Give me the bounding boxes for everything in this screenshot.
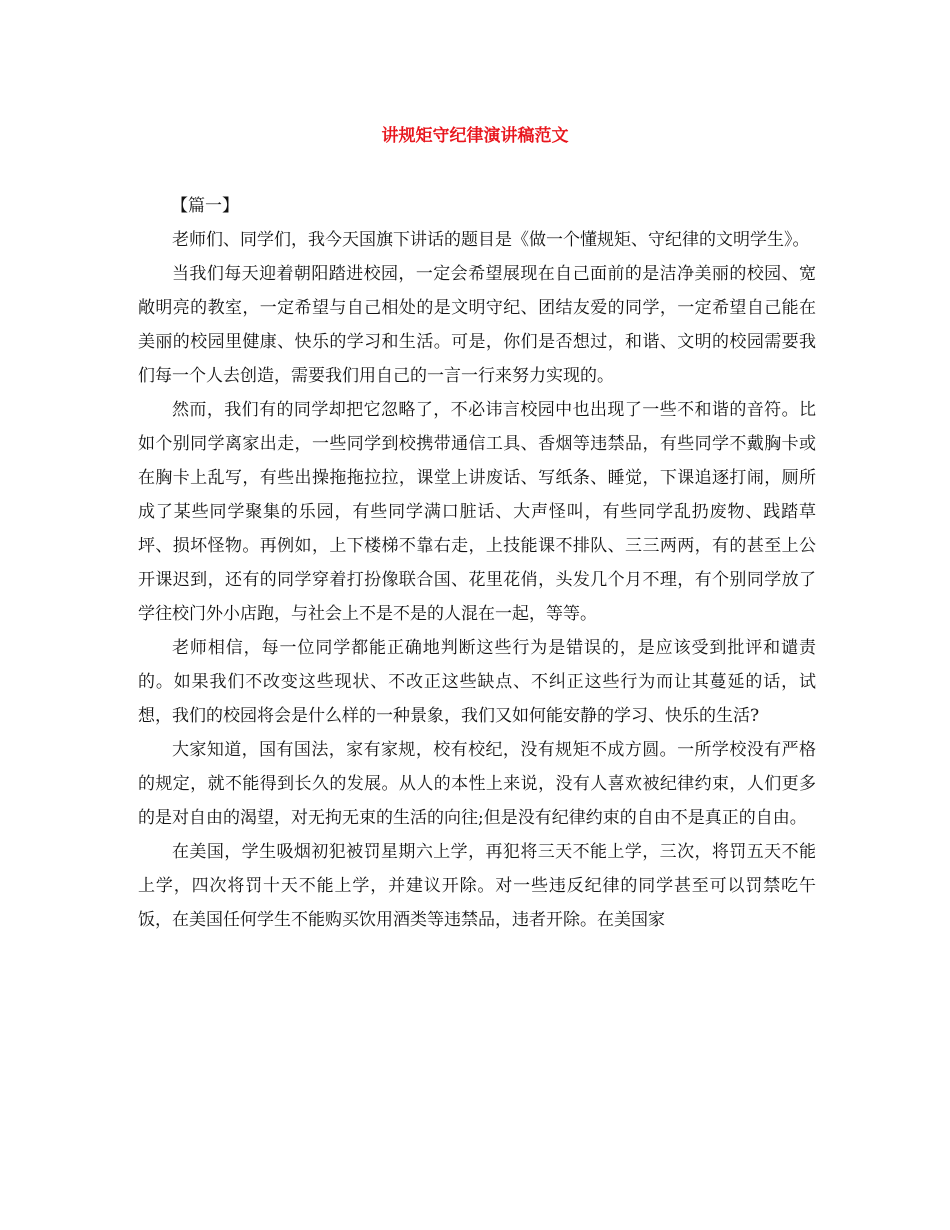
paragraph-4: 老师相信，每一位同学都能正确地判断这些行为是错误的，是应该受到批评和谴责的。如果我们不改变这些现状、不改正这些缺点、不纠正这些行为而让其蔓延的话，试想，我们的校园将会是什么样的一种景象，我们又如何能安静的学习、快乐的生活? bbox=[138, 638, 816, 726]
document-title: 讲规矩守纪律演讲稿范文 bbox=[381, 126, 569, 146]
document-body bbox=[138, 189, 816, 937]
section-label: 【篇一】 bbox=[171, 196, 239, 216]
paragraph-6: 在美国，学生吸烟初犯被罚星期六上学，再犯将三天不能上学，三次，将罚五天不能上学，四次将罚十天不能上学，并建议开除。对一些违反纪律的同学甚至可以罚禁吃午饭，在美国任何学生不能购买饮用酒类等违禁品，违者开除。在美国家 bbox=[138, 842, 816, 930]
paragraph-3: 然而，我们有的同学却把它忽略了，不必讳言校园中也出现了一些不和谐的音符。比如个别同学离家出走，一些同学到校携带通信工具、香烟等违禁品，有些同学不戴胸卡或在胸卡上乱写，有些出操拖拖拉拉，课堂上讲废话、写纸条、睡觉，下课追逐打闹，厕所成了某些同学聚集的乐园，有些同学满口脏话、大声怪叫，有些同学乱扔废物、践踏草坪、损坏怪物。再例如，上下楼梯不靠右走，上技能课不排队、三三两两，有的甚至上公开课迟到，还有的同学穿着打扮像联合国、花里花俏，头发几个月不理，有个别同学放了学往校门外小店跑，与社会上不是不是的人混在一起，等等。 bbox=[138, 400, 816, 624]
paragraph-1: 老师们、同学们，我今天国旗下讲话的题目是《做一个懂规矩、守纪律的文明学生》。 bbox=[172, 230, 810, 250]
paragraph-2: 当我们每天迎着朝阳踏进校园，一定会希望展现在自己面前的是洁净美丽的校园、宽敞明亮的教室，一定希望与自己相处的是文明守纪、团结友爱的同学，一定希望自己能在美丽的校园里健康、快乐的学习和生活。可是，你们是否想过，和谐、文明的校园需要我们每一个人去创造，需要我们用自己的一言一行来努力实现的。 bbox=[138, 264, 816, 386]
paragraph-5: 大家知道，国有国法，家有家规，校有校纪，没有规矩不成方圆。一所学校没有严格的规定，就不能得到长久的发展。从人的本性上来说，没有人喜欢被纪律约束，人们更多的是对自由的渴望，对无拘无束的生活的向往;但是没有纪律约束的自由不是真正的自由。 bbox=[138, 740, 816, 828]
